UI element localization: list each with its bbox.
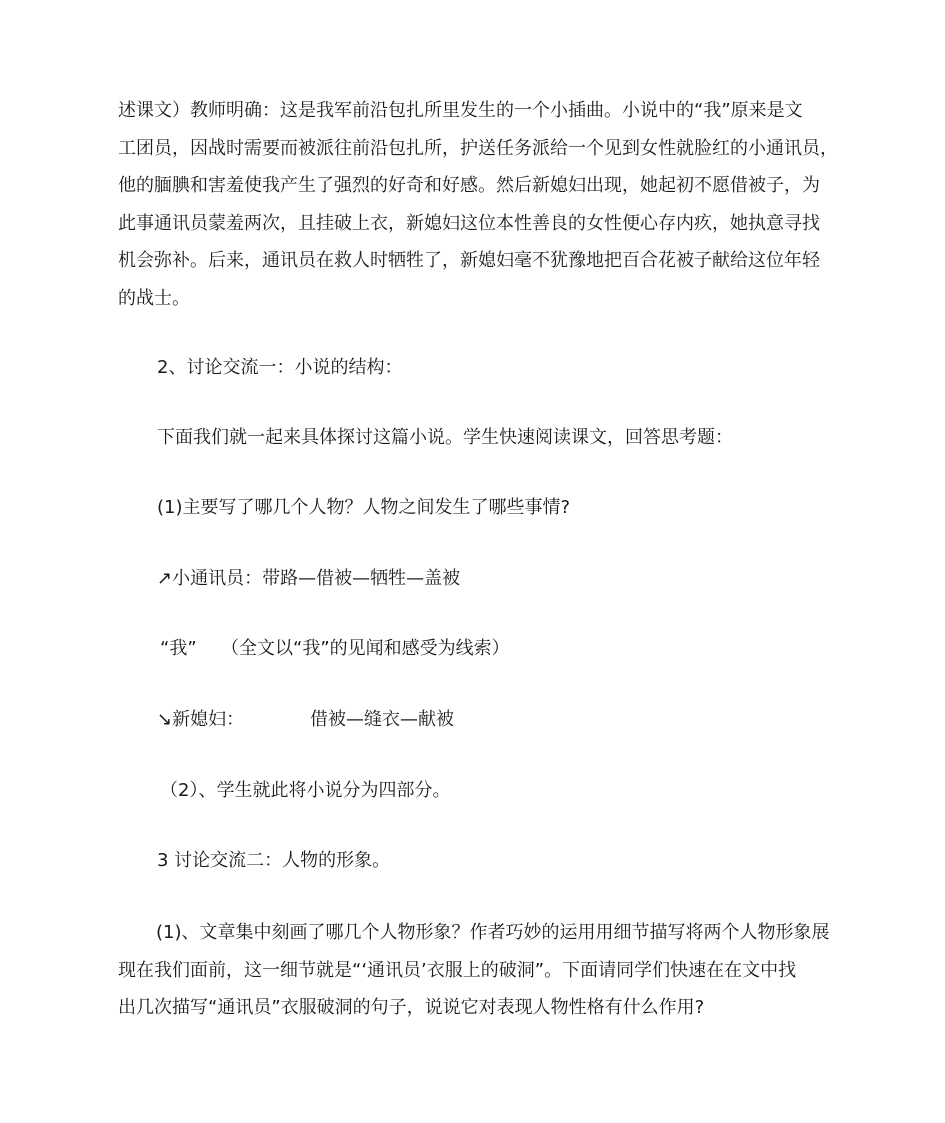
- branch-messenger: ↗小通讯员：带路—借被—牺牲—盖被: [157, 568, 461, 589]
- center-wo: “我”: [160, 638, 197, 659]
- intro-line-2: 工团员，因战时需要而被派往前沿包扎所，护送任务派给一个见到女性就脸红的小通讯员，: [118, 137, 838, 159]
- final-paragraph: [118, 914, 830, 1027]
- intro-line-1: 述课文）教师明确：这是我军前沿包扎所里发生的一个小插曲。小说中的“我”原来是文: [118, 100, 803, 121]
- intro-line-4: 此事通讯员蒙羞两次，且挂破上衣，新媳妇这位本性善良的女性便心存内疚，她执意寻找: [118, 212, 820, 234]
- final-line-3: 出几次描写“通讯员”衣服破洞的句子，说说它对表现人物性格有什么作用?: [118, 997, 705, 1018]
- final-line-1: (1)、文章集中刻画了哪几个人物形象？作者巧妙的运用用细节描写将两个人物形象展: [156, 922, 830, 943]
- question-2: （2）、学生就此将小说分为四部分。: [160, 780, 451, 801]
- center-note: （全文以“我”的见闻和感受为线索）: [221, 638, 510, 659]
- discussion-two-heading: 3 讨论交流二：人物的形象。: [157, 850, 391, 871]
- intro-line-6: 的战士。: [118, 287, 190, 309]
- final-line-2: 现在我们面前，这一细节就是“‘通讯员’衣服上的破洞”。下面请同学们快速在在文中找: [118, 959, 797, 981]
- task-intro: 下面我们就一起来具体探讨这篇小说。学生快速阅读课文，回答思考题：: [157, 427, 733, 448]
- question-1: (1)主要写了哪几个人物？人物之间发生了哪些事情?: [157, 497, 571, 518]
- intro-line-5: 机会弥补。后来，通讯员在救人时牺牲了，新媳妇毫不犹豫地把百合花被子献给这位年轻: [118, 250, 820, 271]
- branch-bride-events: 借被—缝衣—献被: [310, 709, 454, 730]
- intro-paragraph: [118, 92, 838, 317]
- branch-bride-label: ↘新媳妇：: [157, 709, 245, 730]
- discussion-one-heading: 2、讨论交流一：小说的结构：: [157, 357, 403, 378]
- intro-line-3: 他的腼腆和害羞使我产生了强烈的好奇和好感。然后新媳妇出现，她起初不愿借被子，为: [118, 175, 820, 196]
